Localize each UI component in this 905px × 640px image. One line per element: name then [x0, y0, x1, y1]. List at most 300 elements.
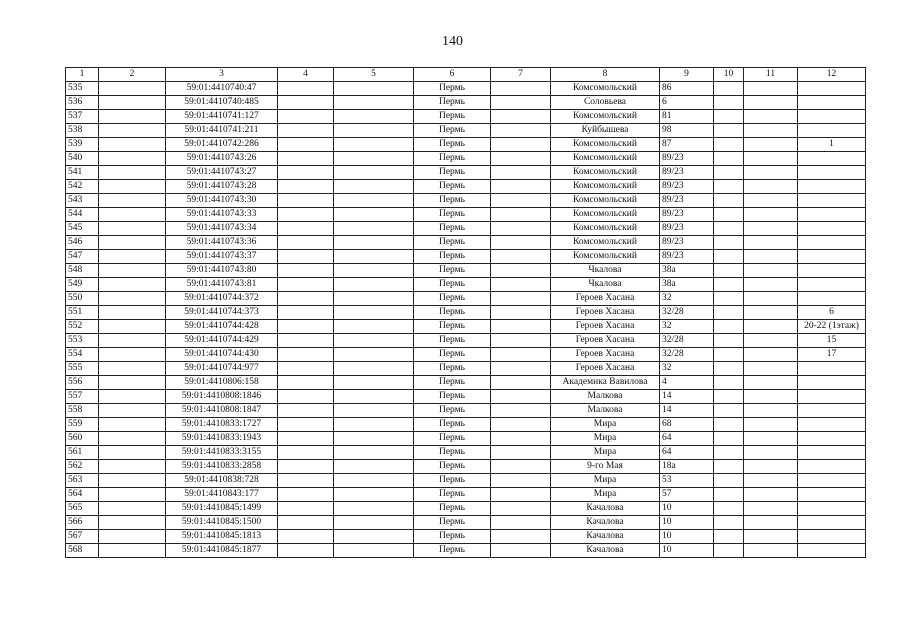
table-cell-col-3: 59:01:4410743:30	[166, 194, 278, 208]
table-row	[66, 404, 866, 418]
table-cell-col-4	[278, 530, 334, 544]
table-cell-col-11	[744, 166, 798, 180]
table-cell-col-8: Комсомольский	[551, 180, 660, 194]
table-cell-col-1: 551	[66, 306, 99, 320]
table-cell-col-1: 565	[66, 502, 99, 516]
table-cell-col-10	[714, 390, 744, 404]
table-cell-col-12	[798, 264, 866, 278]
table-cell-col-10	[714, 320, 744, 334]
table-cell-col-1: 559	[66, 418, 99, 432]
table-cell-col-1: 536	[66, 96, 99, 110]
table-cell-col-2	[99, 404, 166, 418]
table-cell-col-10	[714, 110, 744, 124]
table-cell-col-7	[491, 334, 551, 348]
table-cell-col-4	[278, 138, 334, 152]
table-cell-col-4	[278, 362, 334, 376]
table-cell-col-12	[798, 432, 866, 446]
table-cell-col-10	[714, 222, 744, 236]
table-cell-col-3: 59:01:4410833:2858	[166, 460, 278, 474]
table-cell-col-9: 10	[660, 544, 714, 558]
table-cell-col-7	[491, 432, 551, 446]
table-cell-col-5	[334, 194, 414, 208]
table-cell-col-7	[491, 292, 551, 306]
table-cell-col-12	[798, 110, 866, 124]
table-cell-col-11	[744, 544, 798, 558]
table-cell-col-4	[278, 180, 334, 194]
table-cell-col-4	[278, 124, 334, 138]
table-cell-col-4	[278, 208, 334, 222]
table-cell-col-11	[744, 208, 798, 222]
table-cell-col-4	[278, 166, 334, 180]
table-cell-col-7	[491, 376, 551, 390]
table-cell-col-3: 59:01:4410744:373	[166, 306, 278, 320]
table-cell-col-7	[491, 530, 551, 544]
table-cell-col-6: Пермь	[414, 138, 491, 152]
table-cell-col-5	[334, 502, 414, 516]
table-cell-col-7	[491, 348, 551, 362]
table-cell-col-10	[714, 306, 744, 320]
table-cell-col-1: 547	[66, 250, 99, 264]
table-row	[66, 82, 866, 96]
table-cell-col-12	[798, 180, 866, 194]
table-cell-col-11	[744, 418, 798, 432]
table-row	[66, 432, 866, 446]
table-cell-col-1: 543	[66, 194, 99, 208]
table-cell-col-4	[278, 432, 334, 446]
table-cell-col-11	[744, 180, 798, 194]
table-cell-col-1: 560	[66, 432, 99, 446]
table-cell-col-10	[714, 96, 744, 110]
table-cell-col-7	[491, 152, 551, 166]
table-cell-col-8: Комсомольский	[551, 250, 660, 264]
table-cell-col-4	[278, 194, 334, 208]
table-cell-col-10	[714, 152, 744, 166]
table-cell-col-12: 20-22 (1этаж)	[798, 320, 866, 334]
table-cell-col-1: 567	[66, 530, 99, 544]
table-cell-col-6: Пермь	[414, 488, 491, 502]
table-cell-col-8: Комсомольский	[551, 194, 660, 208]
table-cell-col-3: 59:01:4410743:80	[166, 264, 278, 278]
table-cell-col-3: 59:01:4410833:1943	[166, 432, 278, 446]
table-cell-col-11	[744, 194, 798, 208]
table-cell-col-6: Пермь	[414, 194, 491, 208]
table-cell-col-3: 59:01:4410743:27	[166, 166, 278, 180]
table-cell-col-3: 59:01:4410743:81	[166, 278, 278, 292]
table-cell-col-1: 553	[66, 334, 99, 348]
table-cell-col-3: 59:01:4410743:34	[166, 222, 278, 236]
registry-table	[65, 67, 866, 558]
table-row	[66, 208, 866, 222]
table-cell-col-7	[491, 194, 551, 208]
table-cell-col-4	[278, 348, 334, 362]
column-header-10: 10	[714, 68, 744, 82]
table-cell-col-7	[491, 502, 551, 516]
table-cell-col-4	[278, 264, 334, 278]
table-cell-col-8: Качалова	[551, 502, 660, 516]
table-cell-col-5	[334, 432, 414, 446]
table-row	[66, 264, 866, 278]
table-cell-col-1: 557	[66, 390, 99, 404]
table-cell-col-2	[99, 222, 166, 236]
column-header-9: 9	[660, 68, 714, 82]
table-cell-col-1: 555	[66, 362, 99, 376]
table-cell-col-5	[334, 334, 414, 348]
table-cell-col-6: Пермь	[414, 110, 491, 124]
table-cell-col-8: Комсомольский	[551, 152, 660, 166]
table-cell-col-2	[99, 362, 166, 376]
table-cell-col-3: 59:01:4410743:36	[166, 236, 278, 250]
table-cell-col-6: Пермь	[414, 502, 491, 516]
table-cell-col-8: Куйбышева	[551, 124, 660, 138]
table-cell-col-5	[334, 404, 414, 418]
table-row	[66, 488, 866, 502]
table-cell-col-6: Пермь	[414, 460, 491, 474]
table-cell-col-9: 89/23	[660, 222, 714, 236]
page-number: 140	[442, 34, 463, 49]
table-cell-col-7	[491, 250, 551, 264]
table-cell-col-4	[278, 488, 334, 502]
table-cell-col-1: 542	[66, 180, 99, 194]
table-cell-col-6: Пермь	[414, 432, 491, 446]
table-cell-col-9: 38а	[660, 264, 714, 278]
table-cell-col-1: 537	[66, 110, 99, 124]
table-cell-col-3: 59:01:4410743:33	[166, 208, 278, 222]
table-row	[66, 292, 866, 306]
table-cell-col-1: 558	[66, 404, 99, 418]
table-cell-col-9: 64	[660, 446, 714, 460]
table-cell-col-11	[744, 250, 798, 264]
table-cell-col-8: Комсомольский	[551, 138, 660, 152]
table-cell-col-5	[334, 222, 414, 236]
table-cell-col-4	[278, 404, 334, 418]
table-cell-col-4	[278, 278, 334, 292]
table-cell-col-8: Комсомольский	[551, 166, 660, 180]
column-header-6: 6	[414, 68, 491, 82]
table-cell-col-8: Малкова	[551, 390, 660, 404]
table-cell-col-12	[798, 460, 866, 474]
table-cell-col-9: 32	[660, 292, 714, 306]
table-cell-col-8: Героев Хасана	[551, 348, 660, 362]
table-cell-col-8: 9-го Мая	[551, 460, 660, 474]
table-cell-col-8: Качалова	[551, 544, 660, 558]
table-cell-col-6: Пермь	[414, 208, 491, 222]
table-cell-col-8: Соловьева	[551, 96, 660, 110]
table-header	[66, 68, 866, 82]
table-cell-col-2	[99, 264, 166, 278]
table-cell-col-8: Комсомольский	[551, 82, 660, 96]
table-cell-col-12: 15	[798, 334, 866, 348]
table-cell-col-4	[278, 502, 334, 516]
table-cell-col-8: Героев Хасана	[551, 334, 660, 348]
table-cell-col-6: Пермь	[414, 166, 491, 180]
table-cell-col-10	[714, 432, 744, 446]
table-cell-col-11	[744, 264, 798, 278]
table-cell-col-5	[334, 166, 414, 180]
table-cell-col-3: 59:01:4410740:47	[166, 82, 278, 96]
table-cell-col-2	[99, 166, 166, 180]
table-cell-col-10	[714, 180, 744, 194]
table-cell-col-8: Комсомольский	[551, 222, 660, 236]
table-cell-col-3: 59:01:4410743:37	[166, 250, 278, 264]
table-cell-col-11	[744, 110, 798, 124]
table-cell-col-9: 32/28	[660, 334, 714, 348]
table-cell-col-2	[99, 446, 166, 460]
table-cell-col-10	[714, 236, 744, 250]
table-cell-col-1: 568	[66, 544, 99, 558]
table-cell-col-4	[278, 446, 334, 460]
table-cell-col-5	[334, 544, 414, 558]
table-cell-col-9: 38а	[660, 278, 714, 292]
table-cell-col-9: 4	[660, 376, 714, 390]
table-cell-col-3: 59:01:4410845:1813	[166, 530, 278, 544]
table-cell-col-10	[714, 264, 744, 278]
table-cell-col-1: 564	[66, 488, 99, 502]
table-cell-col-8: Комсомольский	[551, 236, 660, 250]
table-row	[66, 152, 866, 166]
table-cell-col-11	[744, 530, 798, 544]
table-cell-col-1: 550	[66, 292, 99, 306]
table-cell-col-5	[334, 348, 414, 362]
table-cell-col-5	[334, 208, 414, 222]
table-cell-col-12	[798, 404, 866, 418]
table-cell-col-7	[491, 418, 551, 432]
table-cell-col-5	[334, 460, 414, 474]
table-cell-col-8: Мира	[551, 446, 660, 460]
table-cell-col-12	[798, 530, 866, 544]
table-cell-col-11	[744, 502, 798, 516]
table-cell-col-4	[278, 460, 334, 474]
table-cell-col-4	[278, 250, 334, 264]
table-cell-col-4	[278, 334, 334, 348]
table-cell-col-8: Героев Хасана	[551, 306, 660, 320]
table-cell-col-11	[744, 362, 798, 376]
table-cell-col-8: Героев Хасана	[551, 320, 660, 334]
table-cell-col-6: Пермь	[414, 264, 491, 278]
table-cell-col-8: Комсомольский	[551, 208, 660, 222]
table-cell-col-2	[99, 306, 166, 320]
table-cell-col-6: Пермь	[414, 530, 491, 544]
table-cell-col-6: Пермь	[414, 278, 491, 292]
table-cell-col-9: 98	[660, 124, 714, 138]
table-cell-col-6: Пермь	[414, 544, 491, 558]
table-row	[66, 474, 866, 488]
table-cell-col-10	[714, 124, 744, 138]
table-row	[66, 516, 866, 530]
table-cell-col-11	[744, 516, 798, 530]
table-cell-col-7	[491, 138, 551, 152]
table-cell-col-12	[798, 194, 866, 208]
table-cell-col-3: 59:01:4410744:429	[166, 334, 278, 348]
table-cell-col-1: 548	[66, 264, 99, 278]
table-cell-col-11	[744, 306, 798, 320]
table-cell-col-9: 10	[660, 516, 714, 530]
table-cell-col-2	[99, 152, 166, 166]
table-cell-col-5	[334, 320, 414, 334]
table-cell-col-9: 89/23	[660, 208, 714, 222]
table-cell-col-11	[744, 292, 798, 306]
table-cell-col-4	[278, 474, 334, 488]
table-cell-col-2	[99, 320, 166, 334]
table-cell-col-2	[99, 390, 166, 404]
table-cell-col-2	[99, 138, 166, 152]
table-row	[66, 460, 866, 474]
table-cell-col-8: Мира	[551, 474, 660, 488]
table-cell-col-4	[278, 110, 334, 124]
table-cell-col-5	[334, 292, 414, 306]
table-cell-col-9: 89/23	[660, 180, 714, 194]
table-cell-col-3: 59:01:4410845:1500	[166, 516, 278, 530]
table-cell-col-2	[99, 544, 166, 558]
table-cell-col-4	[278, 152, 334, 166]
table-cell-col-3: 59:01:4410744:430	[166, 348, 278, 362]
table-cell-col-10	[714, 488, 744, 502]
table-cell-col-6: Пермь	[414, 96, 491, 110]
table-cell-col-9: 89/23	[660, 250, 714, 264]
table-cell-col-10	[714, 82, 744, 96]
table-cell-col-6: Пермь	[414, 404, 491, 418]
table-cell-col-11	[744, 236, 798, 250]
table-cell-col-1: 546	[66, 236, 99, 250]
table-row	[66, 502, 866, 516]
table-cell-col-12	[798, 82, 866, 96]
table-cell-col-10	[714, 194, 744, 208]
table-cell-col-7	[491, 278, 551, 292]
table-cell-col-12	[798, 488, 866, 502]
table-cell-col-2	[99, 418, 166, 432]
table-cell-col-7	[491, 236, 551, 250]
table-cell-col-7	[491, 264, 551, 278]
table-cell-col-2	[99, 376, 166, 390]
table-cell-col-8: Малкова	[551, 404, 660, 418]
table-cell-col-7	[491, 320, 551, 334]
table-cell-col-11	[744, 474, 798, 488]
table-cell-col-1: 556	[66, 376, 99, 390]
table-cell-col-3: 59:01:4410808:1847	[166, 404, 278, 418]
table-row	[66, 376, 866, 390]
table-cell-col-3: 59:01:4410838:728	[166, 474, 278, 488]
table-cell-col-10	[714, 460, 744, 474]
table-cell-col-5	[334, 488, 414, 502]
table-cell-col-9: 87	[660, 138, 714, 152]
table-cell-col-6: Пермь	[414, 250, 491, 264]
table-cell-col-3: 59:01:4410845:1877	[166, 544, 278, 558]
table-cell-col-11	[744, 488, 798, 502]
table-cell-col-6: Пермь	[414, 474, 491, 488]
table-cell-col-7	[491, 488, 551, 502]
table-cell-col-6: Пермь	[414, 152, 491, 166]
table-row	[66, 250, 866, 264]
table-cell-col-1: 540	[66, 152, 99, 166]
table-cell-col-7	[491, 306, 551, 320]
table-cell-col-5	[334, 390, 414, 404]
table-cell-col-2	[99, 474, 166, 488]
table-cell-col-9: 10	[660, 530, 714, 544]
table-cell-col-12: 1	[798, 138, 866, 152]
table-cell-col-5	[334, 138, 414, 152]
table-row	[66, 222, 866, 236]
table-cell-col-10	[714, 502, 744, 516]
table-cell-col-9: 81	[660, 110, 714, 124]
column-header-3: 3	[166, 68, 278, 82]
table-cell-col-9: 68	[660, 418, 714, 432]
table-cell-col-5	[334, 152, 414, 166]
table-cell-col-3: 59:01:4410845:1499	[166, 502, 278, 516]
table-cell-col-3: 59:01:4410742:286	[166, 138, 278, 152]
table-cell-col-3: 59:01:4410743:26	[166, 152, 278, 166]
table-row	[66, 278, 866, 292]
table-cell-col-7	[491, 474, 551, 488]
table-cell-col-10	[714, 208, 744, 222]
table-cell-col-1: 535	[66, 82, 99, 96]
table-cell-col-9: 32/28	[660, 306, 714, 320]
table-row	[66, 96, 866, 110]
table-cell-col-9: 6	[660, 96, 714, 110]
table-cell-col-8: Чкалова	[551, 264, 660, 278]
table-cell-col-6: Пермь	[414, 180, 491, 194]
table-cell-col-8: Мира	[551, 418, 660, 432]
table-cell-col-9: 10	[660, 502, 714, 516]
table-cell-col-10	[714, 334, 744, 348]
table-cell-col-1: 561	[66, 446, 99, 460]
table-row	[66, 390, 866, 404]
table-cell-col-4	[278, 292, 334, 306]
table-cell-col-2	[99, 124, 166, 138]
table-cell-col-8: Чкалова	[551, 278, 660, 292]
table-cell-col-10	[714, 474, 744, 488]
column-header-2: 2	[99, 68, 166, 82]
table-row	[66, 362, 866, 376]
table-cell-col-6: Пермь	[414, 124, 491, 138]
table-cell-col-9: 32	[660, 320, 714, 334]
table-cell-col-4	[278, 306, 334, 320]
table-cell-col-3: 59:01:4410833:3155	[166, 446, 278, 460]
table-cell-col-3: 59:01:4410744:428	[166, 320, 278, 334]
table-cell-col-2	[99, 194, 166, 208]
table-cell-col-4	[278, 544, 334, 558]
table-row	[66, 110, 866, 124]
table-cell-col-12	[798, 96, 866, 110]
table-cell-col-2	[99, 460, 166, 474]
table-cell-col-9: 89/23	[660, 152, 714, 166]
table-cell-col-5	[334, 236, 414, 250]
table-cell-col-11	[744, 278, 798, 292]
table-cell-col-4	[278, 320, 334, 334]
table-cell-col-9: 57	[660, 488, 714, 502]
table-cell-col-7	[491, 460, 551, 474]
table-cell-col-7	[491, 110, 551, 124]
table-row	[66, 446, 866, 460]
table-cell-col-5	[334, 446, 414, 460]
table-cell-col-3: 59:01:4410806:158	[166, 376, 278, 390]
table-cell-col-1: 544	[66, 208, 99, 222]
table-cell-col-10	[714, 544, 744, 558]
table-cell-col-2	[99, 502, 166, 516]
table-cell-col-7	[491, 446, 551, 460]
table-cell-col-5	[334, 82, 414, 96]
table-cell-col-7	[491, 96, 551, 110]
table-row	[66, 124, 866, 138]
table-cell-col-10	[714, 166, 744, 180]
table-cell-col-12	[798, 152, 866, 166]
table-cell-col-10	[714, 348, 744, 362]
table-cell-col-6: Пермь	[414, 292, 491, 306]
table-cell-col-2	[99, 516, 166, 530]
table-cell-col-5	[334, 362, 414, 376]
table-cell-col-8: Мира	[551, 432, 660, 446]
table-cell-col-4	[278, 236, 334, 250]
table-cell-col-5	[334, 250, 414, 264]
table-row	[66, 530, 866, 544]
